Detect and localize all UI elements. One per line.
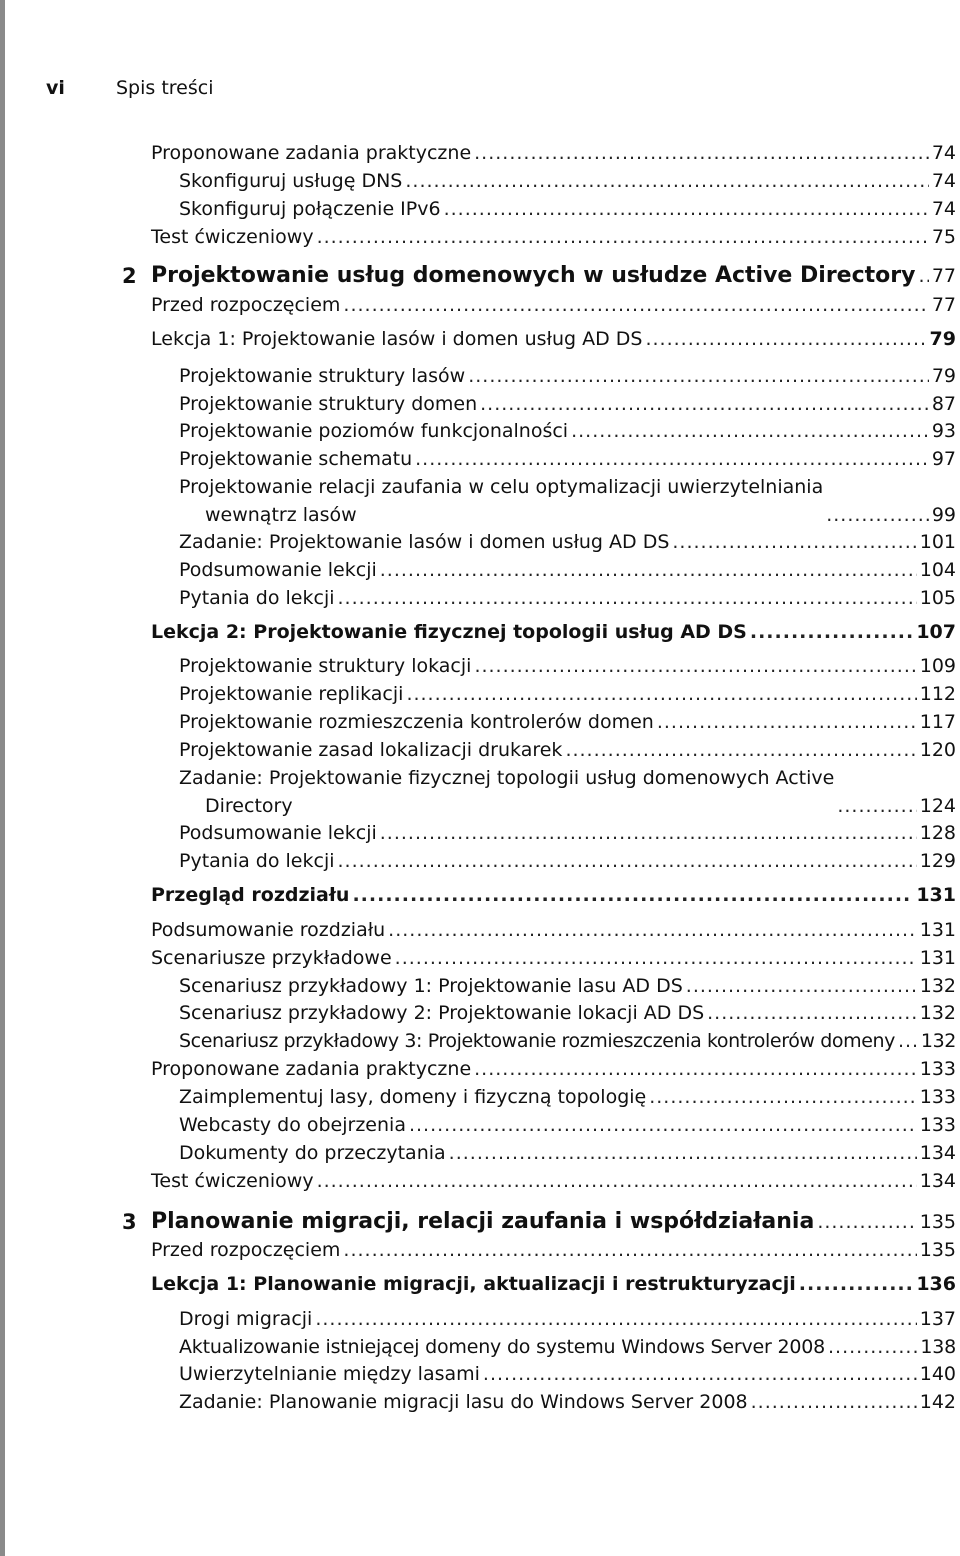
toc-entry-label: Projektowanie zasad lokalizacji drukarek [179, 739, 563, 761]
toc-entry-page: 79 [931, 365, 956, 387]
toc-entry[interactable] [179, 819, 956, 847]
toc-entry-label: Planowanie migracji, relacji zaufania i współdziałania [151, 1209, 815, 1234]
leader-dots [343, 1236, 916, 1264]
toc-entry[interactable] [179, 473, 956, 529]
toc-entry-page: 107 [916, 621, 956, 643]
toc-entry-page: 124 [919, 795, 956, 817]
leader-dots [449, 1139, 917, 1167]
toc-entry-page: 131 [919, 919, 956, 941]
toc-entry-page: 109 [919, 655, 956, 677]
leader-dots [837, 792, 916, 820]
toc-entry-page: 135 [919, 1211, 956, 1233]
toc-entry[interactable] [179, 1139, 956, 1167]
toc-entry-page: 97 [931, 448, 956, 470]
page-edge [0, 0, 5, 1556]
leader-dots [649, 1083, 917, 1111]
toc-entry[interactable] [179, 1083, 956, 1111]
toc-entry-label: Webcasty do obejrzenia [179, 1114, 406, 1136]
toc-entry[interactable] [179, 652, 956, 680]
toc-entry-label: Scenariusz przykładowy 2: Projektowanie lokacji AD DS [179, 1002, 705, 1024]
toc-entry-label: Lekcja 2: Projektowanie fizycznej topologii usług AD DS [151, 621, 747, 643]
toc-entry-label: Projektowanie struktury lasów [179, 365, 466, 387]
toc-entry[interactable] [179, 972, 956, 1000]
toc-entry-page: 99 [931, 504, 956, 526]
leader-dots [474, 139, 929, 167]
toc-entry[interactable] [179, 417, 956, 445]
toc-entry-label: Projektowanie struktury lokacji [179, 655, 472, 677]
toc-entry-page: 117 [919, 711, 956, 733]
toc-entry-label: Zadanie: Projektowanie fizycznej topologii usług domenowych Active [179, 767, 835, 789]
toc-entry-page: 133 [919, 1114, 956, 1136]
toc-entry-page: 132 [919, 975, 956, 997]
header-page-number: vi [46, 77, 65, 99]
toc-entry[interactable] [179, 764, 956, 820]
toc-chapter-entry[interactable] [151, 1207, 956, 1237]
toc-entry-label: Proponowane zadania praktyczne [151, 142, 472, 164]
leader-dots [480, 390, 929, 418]
leader-dots [415, 445, 929, 473]
leader-dots [918, 261, 928, 291]
toc-entry-label: Drogi migracji [179, 1308, 313, 1330]
leader-dots [817, 1207, 916, 1237]
toc-entry-label: Skonfiguruj usługę DNS [179, 170, 403, 192]
leader-dots [388, 916, 917, 944]
toc-entry[interactable] [179, 1027, 956, 1055]
toc-entry[interactable] [151, 139, 956, 167]
toc-entry-page: 79 [929, 328, 956, 350]
leader-dots [395, 944, 917, 972]
toc-entry-label: Projektowanie struktury domen [179, 393, 478, 415]
toc-entry-label: Aktualizowanie istniejącej domeny do systemu Windows Server 2008 [179, 1336, 825, 1358]
leader-dots [315, 1305, 916, 1333]
leader-dots [343, 291, 928, 319]
leader-dots [672, 528, 916, 556]
toc-entry-page: 131 [919, 947, 956, 969]
toc-entry[interactable] [179, 1388, 956, 1416]
toc-entry-page: 77 [931, 294, 956, 316]
toc-entry[interactable] [151, 1055, 956, 1083]
toc-entry[interactable] [179, 556, 956, 584]
toc-entry[interactable] [179, 390, 956, 418]
toc-entry[interactable] [179, 1305, 956, 1333]
toc-entry-page: 74 [931, 198, 956, 220]
leader-dots [474, 1055, 917, 1083]
toc-entry-page: 77 [931, 265, 956, 287]
toc-entry[interactable] [179, 1360, 956, 1388]
toc-entry-label: Zaimplementuj lasy, domeny i fizyczną topologię [179, 1086, 647, 1108]
toc-entry-label: Zadanie: Projektowanie lasów i domen usług AD DS [179, 531, 670, 553]
toc-entry-label: Projektowanie rozmieszczenia kontrolerów domen [179, 711, 654, 733]
leader-dots [380, 819, 917, 847]
toc-lesson-entry[interactable] [151, 325, 956, 353]
toc-entry-label: Zadanie: Planowanie migracji lasu do Windows Server 2008 [179, 1391, 748, 1413]
leader-dots [828, 1333, 917, 1361]
toc-entry[interactable] [179, 167, 956, 195]
toc-entry-page: 138 [920, 1336, 956, 1358]
toc-entry[interactable] [179, 584, 956, 612]
leader-dots [750, 618, 913, 646]
toc-entry[interactable] [179, 1333, 956, 1361]
toc-entry-page: 93 [931, 420, 956, 442]
toc-entry[interactable] [179, 362, 956, 390]
toc-entry-page: 134 [919, 1170, 956, 1192]
leader-dots [707, 999, 917, 1027]
toc-entry-page: 134 [919, 1142, 956, 1164]
toc-lesson-entry[interactable] [151, 618, 956, 646]
toc-entry-page: 112 [919, 683, 956, 705]
toc-entry[interactable] [179, 708, 956, 736]
toc-entry-label: Skonfiguruj połączenie IPv6 [179, 198, 441, 220]
toc-entry[interactable] [179, 680, 956, 708]
toc-entry-label: Projektowanie poziomów funkcjonalności [179, 420, 569, 442]
toc-entry-page: 105 [919, 587, 956, 609]
leader-dots [686, 972, 917, 1000]
toc-entry-label: Proponowane zadania praktyczne [151, 1058, 472, 1080]
toc-entry-page: 136 [916, 1273, 956, 1295]
toc-entry-label: Podsumowanie lekcji [179, 559, 377, 581]
toc-entry-page: 132 [920, 1030, 956, 1052]
toc-entry-label: Scenariusze przykładowe [151, 947, 392, 969]
toc-entry-label: Lekcja 1: Projektowanie lasów i domen usług AD DS [151, 328, 643, 350]
toc-entry-label: Test ćwiczeniowy [151, 1170, 314, 1192]
toc-entry-page: 104 [919, 559, 956, 581]
chapter-number: 3 [122, 1210, 137, 1234]
toc-entry-page: 132 [919, 1002, 956, 1024]
leader-dots [352, 881, 913, 909]
chapter-number: 2 [122, 264, 137, 288]
leader-dots [444, 195, 929, 223]
toc-entry[interactable] [179, 847, 956, 875]
toc-entry-label: Projektowanie usług domenowych w usłudze Active Directory [151, 263, 916, 288]
toc-entry-page: 120 [919, 739, 956, 761]
toc-entry-page: 74 [931, 142, 956, 164]
toc-entry-page: 131 [916, 884, 956, 906]
toc-entry[interactable] [179, 528, 956, 556]
toc-entry-page: 75 [931, 226, 956, 248]
toc-entry-page: 137 [919, 1308, 956, 1330]
toc-entry-label: Przegląd rozdziału [151, 884, 350, 906]
toc-review-entry[interactable] [151, 881, 956, 909]
toc-entry-page: 87 [931, 393, 956, 415]
toc-entry-label: Pytania do lekcji [179, 850, 335, 872]
toc-entry[interactable] [151, 223, 956, 251]
toc-entry-label: Projektowanie schematu [179, 448, 413, 470]
toc-entry-label: Przed rozpoczęciem [151, 294, 341, 316]
leader-dots [406, 680, 916, 708]
toc-entry-page: 101 [919, 531, 956, 553]
toc-entry-label: Uwierzytelnianie między lasami [179, 1363, 480, 1385]
toc-entry-page: 135 [919, 1239, 956, 1261]
leader-dots [317, 223, 929, 251]
toc-entry[interactable] [151, 291, 956, 319]
toc-entry[interactable] [179, 736, 956, 764]
header-title: Spis treści [116, 77, 214, 99]
toc-entry-page: 133 [919, 1086, 956, 1108]
toc-entry-page: 142 [919, 1391, 956, 1413]
toc-entry-label: Test ćwiczeniowy [151, 226, 314, 248]
toc-entry[interactable] [151, 944, 956, 972]
leader-dots [483, 1360, 917, 1388]
toc-entry-label: Projektowanie relacji zaufania w celu optymalizacji uwierzytelniania [179, 476, 824, 498]
toc-entry-label-block [179, 473, 823, 529]
leader-dots [898, 1027, 918, 1055]
toc-entry-label: Podsumowanie lekcji [179, 822, 377, 844]
toc-entry-page: 128 [919, 822, 956, 844]
toc-entry-label: Przed rozpoczęciem [151, 1239, 341, 1261]
leader-dots [657, 708, 917, 736]
leader-dots [826, 501, 929, 529]
leader-dots [799, 1270, 914, 1298]
toc-entry-label: Podsumowanie rozdziału [151, 919, 386, 941]
toc-entry-label-continued: Directory [205, 795, 293, 817]
leader-dots [380, 556, 917, 584]
toc-entry-label: Pytania do lekcji [179, 587, 335, 609]
leader-dots [409, 1111, 917, 1139]
toc-entry[interactable] [151, 1167, 956, 1195]
leader-dots [751, 1388, 917, 1416]
leader-dots [338, 584, 917, 612]
toc-entry[interactable] [179, 1111, 956, 1139]
toc-entry-label: Dokumenty do przeczytania [179, 1142, 446, 1164]
toc-entry-label: Lekcja 1: Planowanie migracji, aktualizacji i restrukturyzacji [151, 1273, 796, 1295]
toc-entry[interactable] [179, 195, 956, 223]
toc-entry-page: 133 [919, 1058, 956, 1080]
toc-entry-label: Projektowanie replikacji [179, 683, 404, 705]
toc-entry[interactable] [179, 445, 956, 473]
leader-dots [571, 417, 929, 445]
toc-entry-label: Scenariusz przykładowy 1: Projektowanie lasu AD DS [179, 975, 683, 997]
toc-entry-page: 74 [931, 170, 956, 192]
toc-entry-label-block [179, 764, 834, 820]
toc-entry-page: 140 [919, 1363, 956, 1385]
leader-dots [474, 652, 916, 680]
leader-dots [645, 325, 926, 353]
leader-dots [338, 847, 917, 875]
toc-entry-page: 129 [919, 850, 956, 872]
leader-dots [565, 736, 916, 764]
leader-dots [468, 362, 929, 390]
toc-chapter-entry[interactable] [151, 261, 956, 291]
leader-dots [405, 167, 928, 195]
toc-entry-label-continued: wewnątrz lasów [205, 504, 357, 526]
toc-entry[interactable] [151, 916, 956, 944]
toc-lesson-entry[interactable] [151, 1270, 956, 1298]
toc-entry-label: Scenariusz przykładowy 3: Projektowanie rozmieszczenia kontrolerów domeny [179, 1030, 895, 1052]
leader-dots [317, 1167, 917, 1195]
toc-entry[interactable] [151, 1236, 956, 1264]
toc-entry[interactable] [179, 999, 956, 1027]
